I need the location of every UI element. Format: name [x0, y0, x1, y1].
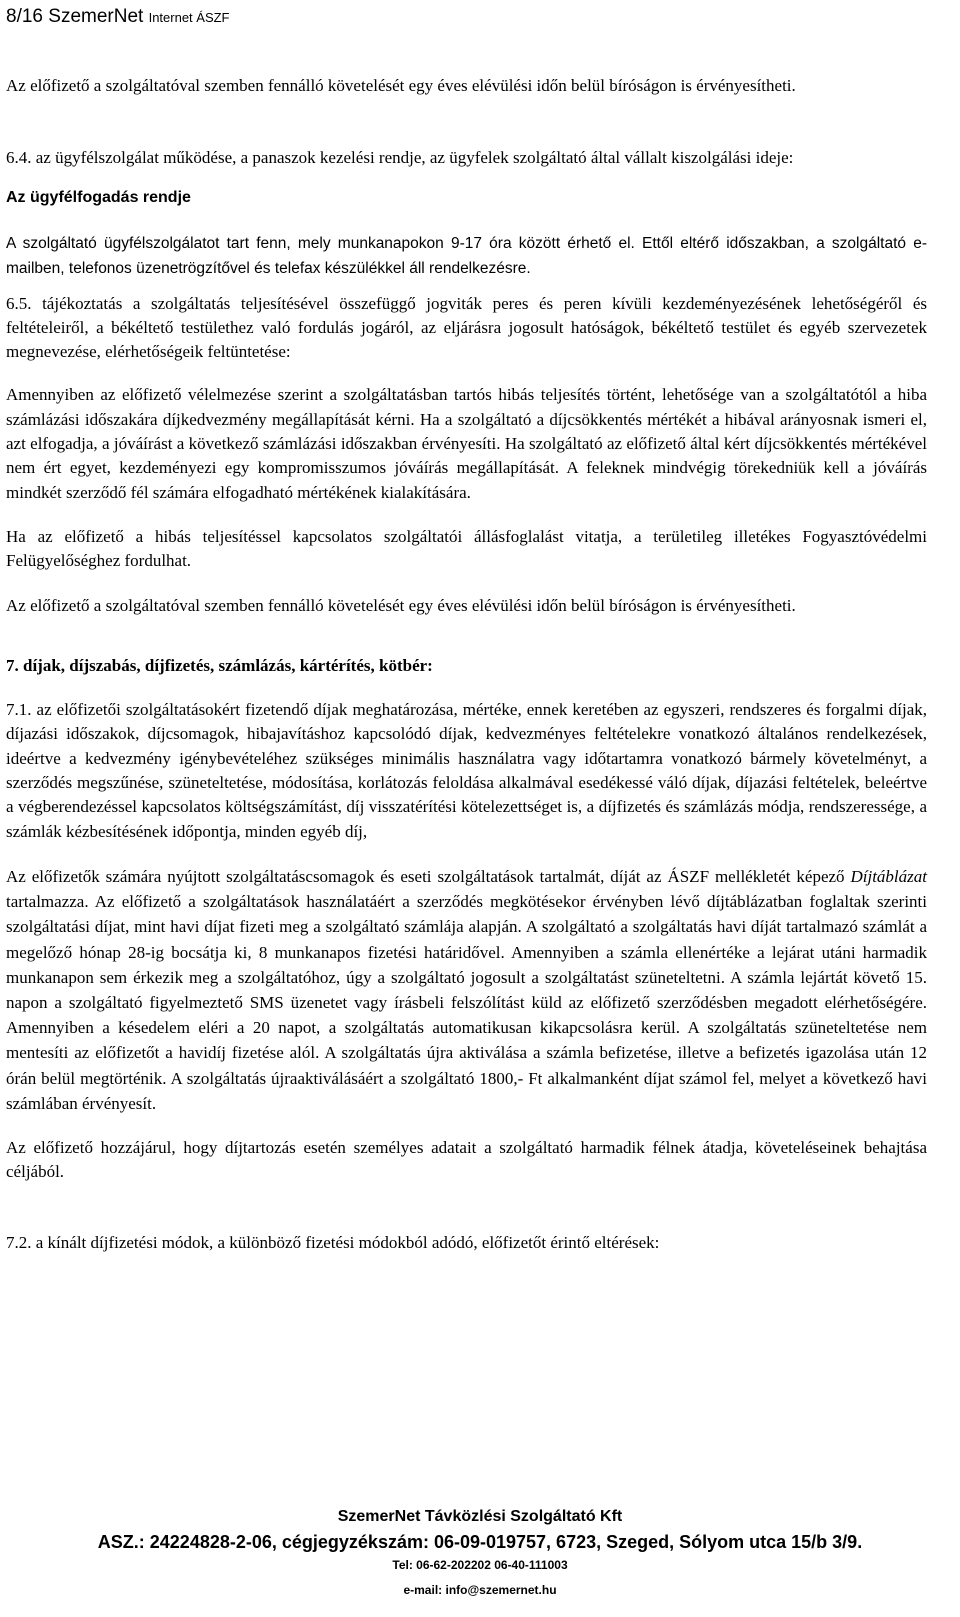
paragraph-hozzajarul: Az előfizető hozzájárul, hogy díjtartozás esetén személyes adatait a szolgáltató harmadik félnek átadja, követeléseinek behajtása céljából. [6, 1137, 927, 1182]
document-body [6, 74, 927, 1255]
subheading-ugyfelfogadas: Az ügyfélfogadás rendje [6, 188, 191, 206]
paragraph-amennyiben: Amennyiben az előfizető vélelmezése szerint a szolgáltatásban tartós hibás teljesítés történt, lehetősége van a szolgáltatótól a hiba számlázási időszakára díjkedvezmény megállapítását kérni. Ha a szolgáltató a díjcsökkentés mértékét a hibával arányosnak ismeri el, azt elfogadja, a jóváírást a következő számlázási időszakban érvényesíti. Ha szolgáltató az előfizető által kért díjcsökkentés mértékével nem ért egyet, kezdeményezi egy kompromisszumos jóváírás megállapítását. A feleknek mindvégig törekedniük kell a jóváírás mindkét szerződő fél számára elfogadható mértékének kialakítására. [6, 385, 927, 502]
page-number: 8/16 [6, 6, 43, 27]
header-company: SzemerNet [48, 6, 144, 27]
footer-company-name: SzemerNet Távközlési Szolgáltató Kft [337, 1508, 623, 1525]
section-6-4: 6.4. az ügyfélszolgálat működése, a panaszok kezelési rendje, az ügyfelek szolgáltató által vállalt kiszolgálási ideje: [6, 148, 794, 168]
section-6-5: 6.5. tájékoztatás a szolgáltatás teljesítésével összefüggő jogviták peres és peren kívüli kezdeményezésének lehetőségéről és feltételeiről, a békéltető testülethez való fordulás jogáról, az eljárásra jogosult hatóságok, békéltető testület és egyéb szervezetek megnevezése, elérhetőségeik feltüntetése: [6, 293, 927, 362]
page-header [6, 4, 230, 31]
paragraph-intro: Az előfizető a szolgáltatóval szemben fennálló követelését egy éves elévülési időn belül bíróságon is érvényesítheti. [6, 76, 796, 95]
section-7-1: 7.1. az előfizetői szolgáltatásokért fizetendő díjak meghatározása, mértéke, ennek keretében az egyszeri, rendszeres és forgalmi díjak, díjazási időszakok, díjcsomagok, hibajavításhoz kapcsolódó díjak, kedvezményes feltételekre vonatkozó általános rendelkezések, ideértve a kedvezmény igénybevételéhez szükséges minimális használatra vagy időtartamra vonatkozó bármely követelményt, a szerződés megszűnése, szüneteltetése, módosítása, korlátozás feloldása alkalmával esedékessé váló díjak, díjazási feltételek, beleértve a végberendezéssel kapcsolatos költségszámítást, díj visszatérítési kötelezettséget is, a díjfizetés és számlázás módja, rendszeressége, a számlák kézbesítésének időpontja, minden egyéb díj, [6, 700, 927, 841]
footer-telephone: Tel: 06-62-202202 06-40-111003 [392, 1558, 568, 1572]
paragraph-ugyfelfogadas: A szolgáltató ügyfélszolgálatot tart fenn, mely munkanapokon 9-17 óra között érhető el. Ettől eltérő időszakban, a szolgáltató e-mailben, telefonos üzenetrögzítővel és telefax készülékkel áll rendelkezésre. [6, 234, 927, 277]
dijtablazat-emphasis: Díjtáblázat [850, 866, 927, 886]
paragraph-szolgaltatascsomagok-part2: tartalmazza. Az előfizető a szolgáltatások használatáért a szerződés megkötésekor érvényben lévő díjtáblázatban foglaltak szerinti szolgáltatási díjat, mint havi díjat fizeti meg a szolgáltató számlája alapján. A szolgáltató a szolgáltatás havi díját tartalmazó számlát a megelőző hónap 28-ig bocsátja ki, 8 munkanapos fizetési határidővel. Amennyiben a számla ellenértéke a lejárat utáni harmadik munkanapon sem érkezik meg a szolgáltatóhoz, úgy a szolgáltató jogosult a szolgáltatást szüneteltetni. A számla lejártát követő 15. napon a szolgáltató figyelmeztető SMS üzenetet vagy írásbeli felszólítást küld az előfizető szerződésben megadott elérhetőségére. Amennyiben a késedelem eléri a 20 napot, a szolgáltatás automatikusan kikapcsolásra kerül. A szolgáltatás szüneteltetése nem mentesíti az előfizetőt a havidíj fizetése alól. A szolgáltatás újra aktiválása a számla befizetése, illetve a befizetés igazolása után 12 órán belül megtörténik. A szolgáltatás újraaktiválásáért a szolgáltató 1800,- Ft alkalmanként díjat számol fel, melyet a következő havi számlában érvényesít. [6, 892, 927, 1113]
header-doc-label: Internet ÁSZF [148, 10, 230, 25]
footer-address: ASZ.: 24224828-2-06, cégjegyzékszám: 06-09-019757, 6723, Szeged, Sólyom utca 15/b 3/9. [97, 1532, 863, 1552]
paragraph-hibas-teljesites: Ha az előfizető a hibás teljesítéssel kapcsolatos szolgáltatói állásfoglalást vitatja, a területileg illetékes Fogyasztóvédelmi Felügyelőséghez fordulhat. [6, 526, 927, 571]
paragraph-szolgaltatascsomagok [6, 864, 927, 1116]
section-7-2: 7.2. a kínált díjfizetési módok, a különböző fizetési módokból adódó, előfizetőt érintő eltérések: [6, 1232, 660, 1252]
paragraph-szolgaltatascsomagok-part1: Az előfizetők számára nyújtott szolgáltatáscsomagok és eseti szolgáltatások tartalmát, díját az ÁSZF mellékletét képező [6, 866, 851, 886]
section-7-heading: 7. díjak, díjszabás, díjfizetés, számlázás, kártérítés, kötbér: [6, 655, 433, 675]
paragraph-elevules: Az előfizető a szolgáltatóval szemben fennálló követelését egy éves elévülési időn belül bíróságon is érvényesítheti. [6, 595, 796, 615]
footer-email: e-mail: info@szemernet.hu [403, 1583, 557, 1597]
